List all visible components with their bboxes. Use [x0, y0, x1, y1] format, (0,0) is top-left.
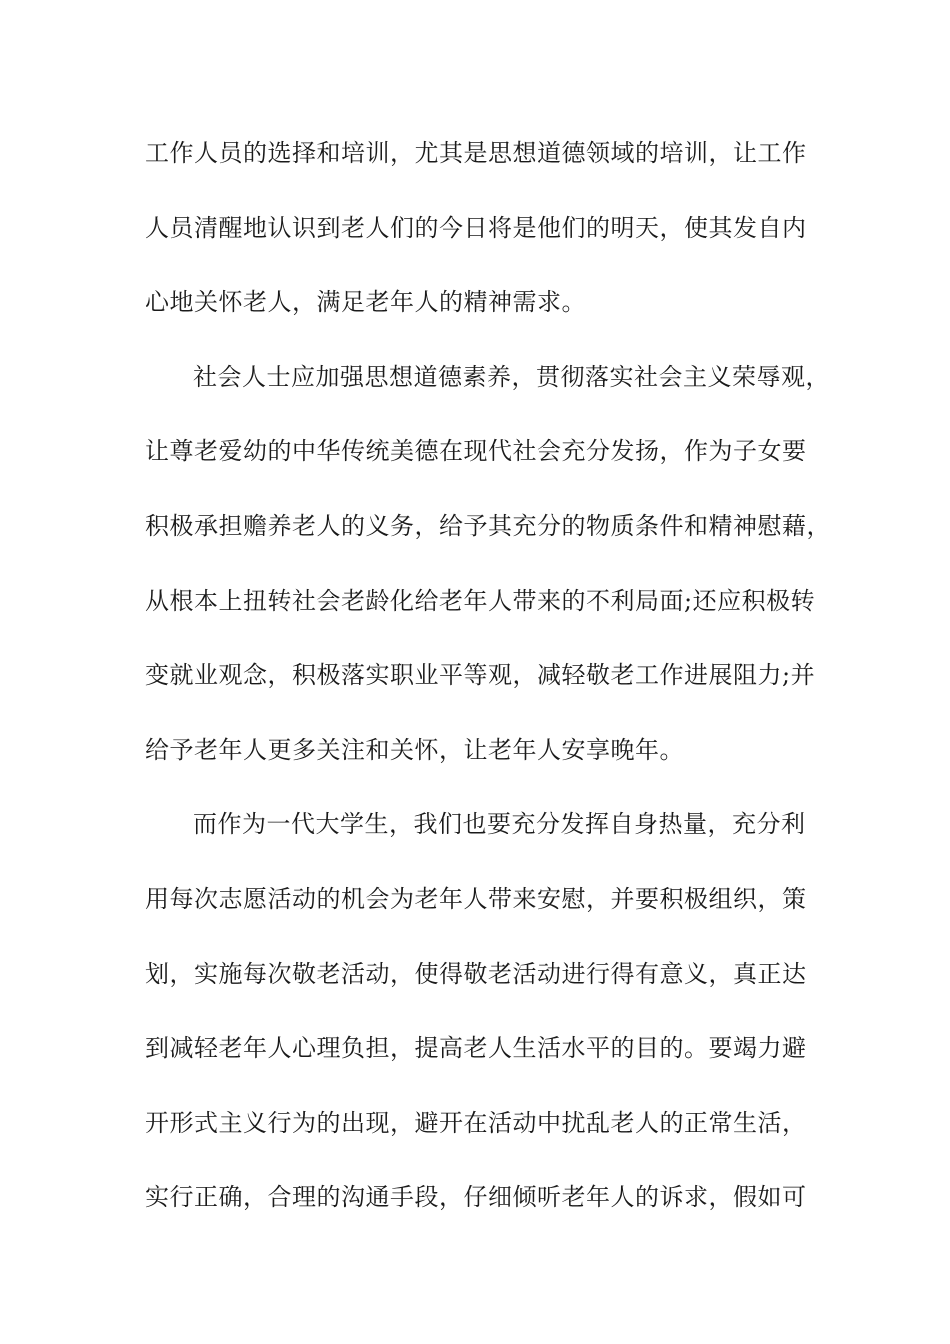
text-line: 让尊老爱幼的中华传统美德在现代社会充分发扬，作为子女要	[145, 437, 807, 466]
text-line: 工作人员的选择和培训，尤其是思想道德领域的培训，让工作	[145, 139, 807, 167]
text-line: 给予老年人更多关注和关怀，让老年人安享晚年。	[145, 735, 684, 764]
text-line: 开形式主义行为的出现，避开在活动中扰乱老人的正常生活，	[145, 1108, 807, 1137]
text-line: 到减轻老年人心理负担，提高老人生活水平的目的。要竭力避	[145, 1034, 807, 1063]
body-text	[145, 128, 831, 1247]
paragraph-start-line: 社会人士应加强思想道德素养，贯彻落实社会主义荣辱观，	[193, 362, 830, 391]
paragraph-start-line: 而作为一代大学生，我们也要充分发挥自身热量，充分利	[193, 810, 806, 839]
text-line: 变就业观念，积极落实职业平等观，减轻敬老工作进展阻力;并	[145, 661, 816, 690]
text-line: 实行正确，合理的沟通手段，仔细倾听老年人的诉求，假如可	[145, 1183, 807, 1212]
text-line: 用每次志愿活动的机会为老年人带来安慰，并要积极组织，策	[145, 884, 807, 913]
text-line: 划，实施每次敬老活动，使得敬老活动进行得有意义，真正达	[145, 959, 807, 988]
text-line: 心地关怀老人，满足老年人的精神需求。	[145, 288, 586, 317]
text-line: 从根本上扭转社会老龄化给老年人带来的不利局面;还应积极转	[145, 586, 816, 615]
text-line: 积极承担赡养老人的义务，给予其充分的物质条件和精神慰藉，	[145, 511, 831, 540]
text-line: 人员清醒地认识到老人们的今日将是他们的明天，使其发自内	[145, 213, 807, 242]
